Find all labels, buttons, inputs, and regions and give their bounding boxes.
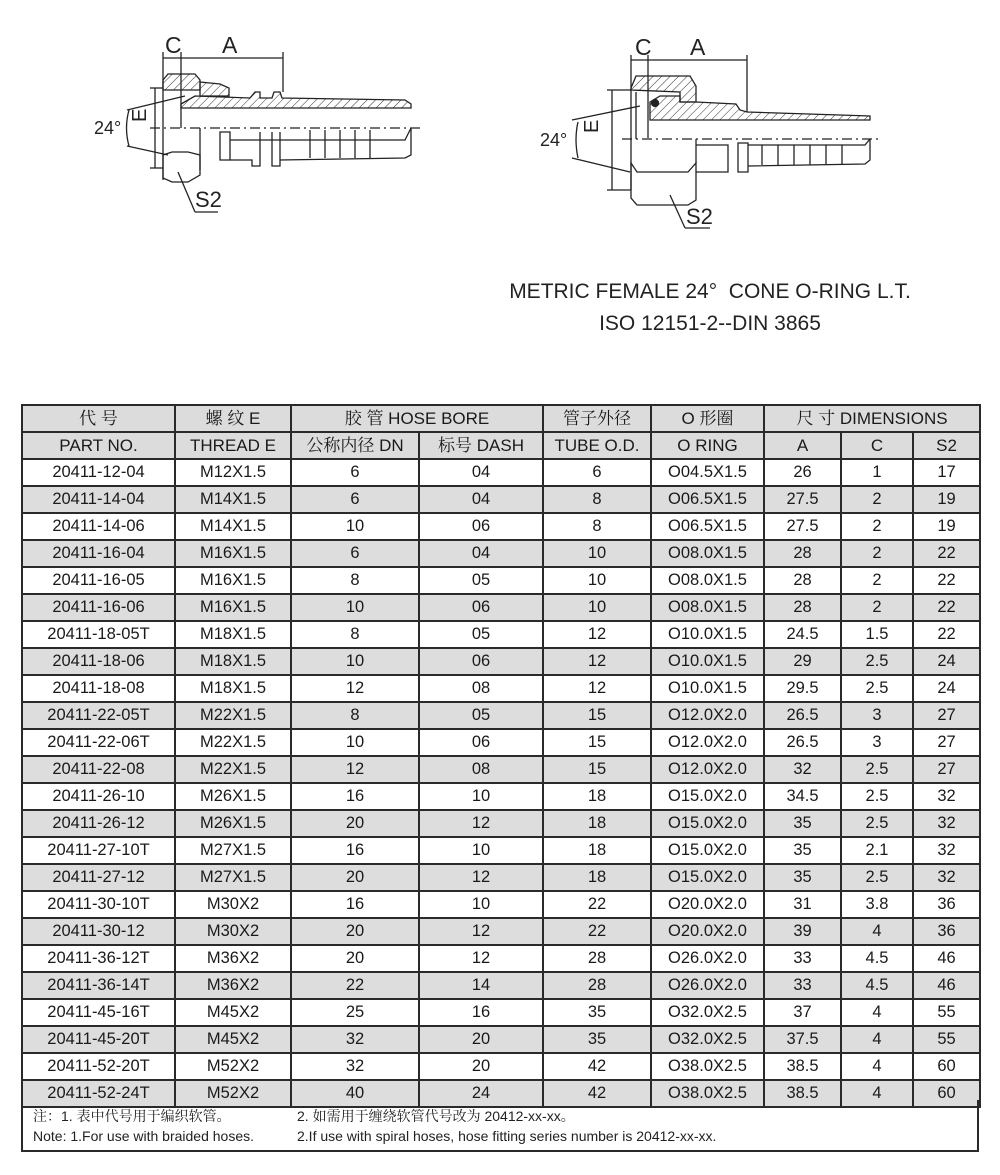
cell-part-no: 20411-22-05T [22, 702, 175, 729]
table-row [22, 999, 980, 1026]
header-part-no: PART NO. [22, 432, 175, 459]
cell-thread: M27X1.5 [175, 837, 291, 864]
cell-dash: 06 [419, 513, 543, 540]
cell-dim-s2: 32 [913, 864, 980, 891]
cell-dim-s2: 46 [913, 972, 980, 999]
cell-part-no: 20411-45-16T [22, 999, 175, 1026]
header-dim-a: A [764, 432, 841, 459]
cell-thread: M16X1.5 [175, 540, 291, 567]
cell-tube-od: 18 [543, 810, 651, 837]
cell-dim-s2: 27 [913, 756, 980, 783]
cell-dim-a: 31 [764, 891, 841, 918]
cell-dash: 08 [419, 756, 543, 783]
cell-dim-s2: 32 [913, 837, 980, 864]
dim-label-angle: 24° [94, 118, 122, 138]
cell-dash: 12 [419, 918, 543, 945]
cell-thread: M16X1.5 [175, 567, 291, 594]
header-thread: THREAD E [175, 432, 291, 459]
cell-dash: 04 [419, 540, 543, 567]
cell-dim-c: 4 [841, 999, 913, 1026]
table-row [22, 1053, 980, 1080]
table-row [22, 702, 980, 729]
cell-dn: 8 [291, 567, 419, 594]
cell-dim-s2: 46 [913, 945, 980, 972]
cell-dn: 20 [291, 918, 419, 945]
cell-o-ring: O20.0X2.0 [651, 891, 764, 918]
cell-part-no: 20411-26-12 [22, 810, 175, 837]
cell-dim-c: 4 [841, 918, 913, 945]
table-row [22, 513, 980, 540]
header-oring-cn: O 形圈 [651, 405, 764, 432]
cell-dim-s2: 19 [913, 513, 980, 540]
cell-thread: M14X1.5 [175, 513, 291, 540]
cell-dash: 05 [419, 567, 543, 594]
header-oring: O RING [651, 432, 764, 459]
cell-o-ring: O26.0X2.0 [651, 945, 764, 972]
title-line-1: METRIC FEMALE 24° CONE O-RING L.T. [509, 280, 911, 303]
cell-dash: 05 [419, 621, 543, 648]
header-part-cn: 代 号 [22, 405, 175, 432]
cell-dash: 10 [419, 891, 543, 918]
header-dn: 公称内径 DN [291, 432, 419, 459]
cell-thread: M16X1.5 [175, 594, 291, 621]
cell-thread: M52X2 [175, 1053, 291, 1080]
cell-part-no: 20411-27-12 [22, 864, 175, 891]
cell-dn: 20 [291, 945, 419, 972]
note-en-1: Note: 1.For use with braided hoses. [33, 1128, 255, 1144]
cell-thread: M18X1.5 [175, 675, 291, 702]
cell-part-no: 20411-36-14T [22, 972, 175, 999]
cell-o-ring: O12.0X2.0 [651, 756, 764, 783]
cell-part-no: 20411-18-06 [22, 648, 175, 675]
cell-dim-c: 3.8 [841, 891, 913, 918]
cell-dash: 12 [419, 945, 543, 972]
title-line-2: ISO 12151-2--DIN 3865 [599, 312, 821, 335]
cell-o-ring: O26.0X2.0 [651, 972, 764, 999]
cell-dim-s2: 22 [913, 621, 980, 648]
cell-dash: 04 [419, 486, 543, 513]
cell-dim-c: 2 [841, 486, 913, 513]
cell-thread: M36X2 [175, 972, 291, 999]
table-row [22, 972, 980, 999]
cell-thread: M18X1.5 [175, 648, 291, 675]
cell-dim-a: 28 [764, 540, 841, 567]
cell-dn: 6 [291, 540, 419, 567]
cell-dn: 32 [291, 1053, 419, 1080]
cell-part-no: 20411-30-12 [22, 918, 175, 945]
cell-tube-od: 22 [543, 918, 651, 945]
cell-dim-a: 27.5 [764, 513, 841, 540]
cell-dash: 12 [419, 810, 543, 837]
cell-o-ring: O15.0X2.0 [651, 837, 764, 864]
cell-thread: M22X1.5 [175, 729, 291, 756]
table-row [22, 540, 980, 567]
table-row [22, 621, 980, 648]
cell-dash: 10 [419, 783, 543, 810]
cell-part-no: 20411-16-05 [22, 567, 175, 594]
cell-dash: 12 [419, 864, 543, 891]
cell-dim-c: 4.5 [841, 945, 913, 972]
cell-dash: 04 [419, 459, 543, 486]
header-dash: 标号 DASH [419, 432, 543, 459]
table-row [22, 594, 980, 621]
cell-o-ring: O15.0X2.0 [651, 864, 764, 891]
cell-part-no: 20411-30-10T [22, 891, 175, 918]
cell-o-ring: O04.5X1.5 [651, 459, 764, 486]
cell-dim-c: 4 [841, 1026, 913, 1053]
cell-dim-s2: 17 [913, 459, 980, 486]
cell-dim-a: 26.5 [764, 729, 841, 756]
cell-dim-s2: 32 [913, 783, 980, 810]
cell-thread: M26X1.5 [175, 810, 291, 837]
cell-tube-od: 12 [543, 675, 651, 702]
dim-label-e: E [129, 108, 151, 122]
cell-o-ring: O38.0X2.5 [651, 1080, 764, 1107]
table-row [22, 891, 980, 918]
cell-dim-s2: 27 [913, 702, 980, 729]
cell-dim-s2: 19 [913, 486, 980, 513]
header-dim-c: C [841, 432, 913, 459]
cell-dash: 10 [419, 837, 543, 864]
cell-o-ring: O12.0X2.0 [651, 729, 764, 756]
cell-o-ring: O08.0X1.5 [651, 567, 764, 594]
cell-tube-od: 8 [543, 486, 651, 513]
cell-dim-s2: 36 [913, 918, 980, 945]
cell-tube-od: 15 [543, 756, 651, 783]
cell-thread: M52X2 [175, 1080, 291, 1107]
cell-o-ring: O32.0X2.5 [651, 1026, 764, 1053]
table-row [22, 864, 980, 891]
header-row-top [22, 405, 980, 432]
cell-dim-a: 37 [764, 999, 841, 1026]
cell-thread: M22X1.5 [175, 756, 291, 783]
dim-label-c: C [165, 32, 182, 58]
note-en-2: 2.If use with spiral hoses, hose fitting series number is 20412-xx-xx. [297, 1128, 717, 1144]
cell-part-no: 20411-22-08 [22, 756, 175, 783]
cell-dn: 10 [291, 513, 419, 540]
header-dimensions: 尺 寸 DIMENSIONS [764, 405, 980, 432]
cell-dash: 06 [419, 594, 543, 621]
cell-o-ring: O10.0X1.5 [651, 675, 764, 702]
cell-part-no: 20411-27-10T [22, 837, 175, 864]
cell-o-ring: O32.0X2.5 [651, 999, 764, 1026]
cell-dim-c: 2 [841, 567, 913, 594]
cell-o-ring: O10.0X1.5 [651, 621, 764, 648]
cell-part-no: 20411-26-10 [22, 783, 175, 810]
cell-tube-od: 12 [543, 648, 651, 675]
cell-tube-od: 35 [543, 999, 651, 1026]
cell-dn: 20 [291, 864, 419, 891]
table-row [22, 1026, 980, 1053]
left-fitting-drawing [0, 0, 500, 250]
cell-o-ring: O12.0X2.0 [651, 702, 764, 729]
table-row [22, 783, 980, 810]
cell-tube-od: 18 [543, 783, 651, 810]
cell-dn: 20 [291, 810, 419, 837]
cell-dash: 06 [419, 729, 543, 756]
cell-o-ring: O15.0X2.0 [651, 783, 764, 810]
table-row [22, 837, 980, 864]
cell-dim-a: 39 [764, 918, 841, 945]
cell-thread: M30X2 [175, 891, 291, 918]
cell-dim-a: 38.5 [764, 1053, 841, 1080]
cell-dash: 06 [419, 648, 543, 675]
cell-dim-c: 1 [841, 459, 913, 486]
cell-part-no: 20411-52-24T [22, 1080, 175, 1107]
cell-dim-a: 28 [764, 594, 841, 621]
cell-dim-c: 4 [841, 1080, 913, 1107]
cell-dim-c: 2.5 [841, 783, 913, 810]
cell-tube-od: 28 [543, 972, 651, 999]
cell-dim-a: 29 [764, 648, 841, 675]
cell-dn: 8 [291, 702, 419, 729]
cell-dim-s2: 24 [913, 648, 980, 675]
cell-thread: M18X1.5 [175, 621, 291, 648]
cell-dn: 10 [291, 648, 419, 675]
cell-dn: 12 [291, 756, 419, 783]
cell-dim-s2: 32 [913, 810, 980, 837]
cell-dim-c: 2.5 [841, 648, 913, 675]
cell-dim-c: 2 [841, 594, 913, 621]
table-row [22, 810, 980, 837]
notes-box [21, 1100, 979, 1152]
cell-dim-c: 2 [841, 513, 913, 540]
cell-dim-s2: 60 [913, 1080, 980, 1107]
right-fitting-drawing [500, 0, 1000, 250]
cell-dn: 12 [291, 675, 419, 702]
cell-o-ring: O08.0X1.5 [651, 540, 764, 567]
cell-thread: M36X2 [175, 945, 291, 972]
cell-dim-s2: 22 [913, 594, 980, 621]
cell-dim-a: 28 [764, 567, 841, 594]
cell-dn: 40 [291, 1080, 419, 1107]
cell-dim-c: 4 [841, 1053, 913, 1080]
cell-dim-a: 27.5 [764, 486, 841, 513]
cell-dim-s2: 36 [913, 891, 980, 918]
table-row [22, 567, 980, 594]
cell-dash: 20 [419, 1053, 543, 1080]
header-dim-s2: S2 [913, 432, 980, 459]
cell-o-ring: O38.0X2.5 [651, 1053, 764, 1080]
cell-dim-c: 3 [841, 729, 913, 756]
cell-dim-s2: 60 [913, 1053, 980, 1080]
cell-dim-a: 35 [764, 837, 841, 864]
cell-dn: 6 [291, 486, 419, 513]
cell-tube-od: 6 [543, 459, 651, 486]
cell-dim-a: 37.5 [764, 1026, 841, 1053]
cell-tube-od: 10 [543, 594, 651, 621]
cell-dim-c: 2 [841, 540, 913, 567]
cell-dn: 25 [291, 999, 419, 1026]
cell-dn: 10 [291, 729, 419, 756]
cell-dim-s2: 24 [913, 675, 980, 702]
cell-thread: M45X2 [175, 999, 291, 1026]
cell-tube-od: 42 [543, 1080, 651, 1107]
cell-dash: 05 [419, 702, 543, 729]
dim-label-s2: S2 [686, 204, 713, 229]
cell-dash: 16 [419, 999, 543, 1026]
table-body [22, 459, 980, 1107]
cell-dash: 14 [419, 972, 543, 999]
header-hose-bore: 胶 管 HOSE BORE [291, 405, 543, 432]
cell-tube-od: 18 [543, 837, 651, 864]
dim-label-e: E [581, 119, 603, 133]
cell-o-ring: O10.0X1.5 [651, 648, 764, 675]
table-row [22, 945, 980, 972]
cell-tube-od: 8 [543, 513, 651, 540]
cell-thread: M22X1.5 [175, 702, 291, 729]
cell-dim-c: 3 [841, 702, 913, 729]
cell-dim-a: 32 [764, 756, 841, 783]
cell-dash: 08 [419, 675, 543, 702]
cell-dim-a: 29.5 [764, 675, 841, 702]
cell-part-no: 20411-14-06 [22, 513, 175, 540]
cell-dim-c: 2.5 [841, 810, 913, 837]
cell-tube-od: 15 [543, 702, 651, 729]
cell-dim-a: 35 [764, 864, 841, 891]
cell-tube-od: 18 [543, 864, 651, 891]
cell-o-ring: O20.0X2.0 [651, 918, 764, 945]
cell-dim-a: 35 [764, 810, 841, 837]
cell-o-ring: O06.5X1.5 [651, 513, 764, 540]
cell-part-no: 20411-14-04 [22, 486, 175, 513]
cell-dim-c: 2.1 [841, 837, 913, 864]
cell-part-no: 20411-18-05T [22, 621, 175, 648]
cell-dim-a: 33 [764, 972, 841, 999]
spec-title [440, 276, 980, 340]
cell-dash: 24 [419, 1080, 543, 1107]
cell-o-ring: O08.0X1.5 [651, 594, 764, 621]
table-row [22, 918, 980, 945]
table-row [22, 729, 980, 756]
cell-tube-od: 12 [543, 621, 651, 648]
cell-part-no: 20411-12-04 [22, 459, 175, 486]
cell-dim-a: 26.5 [764, 702, 841, 729]
header-tube-cn: 管子外径 [543, 405, 651, 432]
dim-label-c: C [635, 34, 652, 60]
cell-dim-s2: 27 [913, 729, 980, 756]
cell-dim-c: 1.5 [841, 621, 913, 648]
cell-dn: 16 [291, 837, 419, 864]
cell-thread: M26X1.5 [175, 783, 291, 810]
cell-part-no: 20411-16-04 [22, 540, 175, 567]
cell-tube-od: 15 [543, 729, 651, 756]
dim-label-s2: S2 [195, 187, 222, 212]
cell-dash: 20 [419, 1026, 543, 1053]
cell-thread: M12X1.5 [175, 459, 291, 486]
cell-part-no: 20411-22-06T [22, 729, 175, 756]
cell-dim-c: 2.5 [841, 756, 913, 783]
cell-dim-c: 4.5 [841, 972, 913, 999]
cell-tube-od: 35 [543, 1026, 651, 1053]
cell-dim-a: 26 [764, 459, 841, 486]
cell-tube-od: 10 [543, 540, 651, 567]
dimensions-table [21, 404, 981, 1108]
cell-o-ring: O06.5X1.5 [651, 486, 764, 513]
cell-tube-od: 10 [543, 567, 651, 594]
table-row [22, 756, 980, 783]
cell-part-no: 20411-18-08 [22, 675, 175, 702]
dim-label-angle: 24° [540, 130, 568, 150]
header-tube-od: TUBE O.D. [543, 432, 651, 459]
cell-dn: 8 [291, 621, 419, 648]
table-row [22, 675, 980, 702]
cell-thread: M14X1.5 [175, 486, 291, 513]
dim-label-a: A [690, 34, 706, 60]
table-row [22, 486, 980, 513]
note-cn-1: 注：1. 表中代号用于编织软管。 [33, 1108, 231, 1124]
cell-dn: 10 [291, 594, 419, 621]
cell-thread: M45X2 [175, 1026, 291, 1053]
cell-dn: 32 [291, 1026, 419, 1053]
cell-tube-od: 42 [543, 1053, 651, 1080]
dim-label-a: A [222, 32, 238, 58]
cell-part-no: 20411-52-20T [22, 1053, 175, 1080]
header-thread-cn: 螺 纹 E [175, 405, 291, 432]
cell-dim-s2: 55 [913, 1026, 980, 1053]
cell-dim-a: 38.5 [764, 1080, 841, 1107]
cell-part-no: 20411-16-06 [22, 594, 175, 621]
cell-thread: M27X1.5 [175, 864, 291, 891]
cell-part-no: 20411-45-20T [22, 1026, 175, 1053]
cell-dim-a: 24.5 [764, 621, 841, 648]
cell-dim-a: 33 [764, 945, 841, 972]
table-row [22, 648, 980, 675]
cell-dim-s2: 22 [913, 567, 980, 594]
cell-tube-od: 22 [543, 891, 651, 918]
cell-dn: 22 [291, 972, 419, 999]
table-row [22, 459, 980, 486]
cell-dn: 16 [291, 783, 419, 810]
cell-dim-s2: 22 [913, 540, 980, 567]
header-row-bottom [22, 432, 980, 459]
cell-dim-s2: 55 [913, 999, 980, 1026]
cell-dn: 6 [291, 459, 419, 486]
cell-dim-a: 34.5 [764, 783, 841, 810]
cell-part-no: 20411-36-12T [22, 945, 175, 972]
cell-dn: 16 [291, 891, 419, 918]
cell-thread: M30X2 [175, 918, 291, 945]
cell-o-ring: O15.0X2.0 [651, 810, 764, 837]
note-cn-2: 2. 如需用于缠绕软管代号改为 20412-xx-xx。 [297, 1108, 575, 1124]
cell-dim-c: 2.5 [841, 864, 913, 891]
cell-tube-od: 28 [543, 945, 651, 972]
cell-dim-c: 2.5 [841, 675, 913, 702]
